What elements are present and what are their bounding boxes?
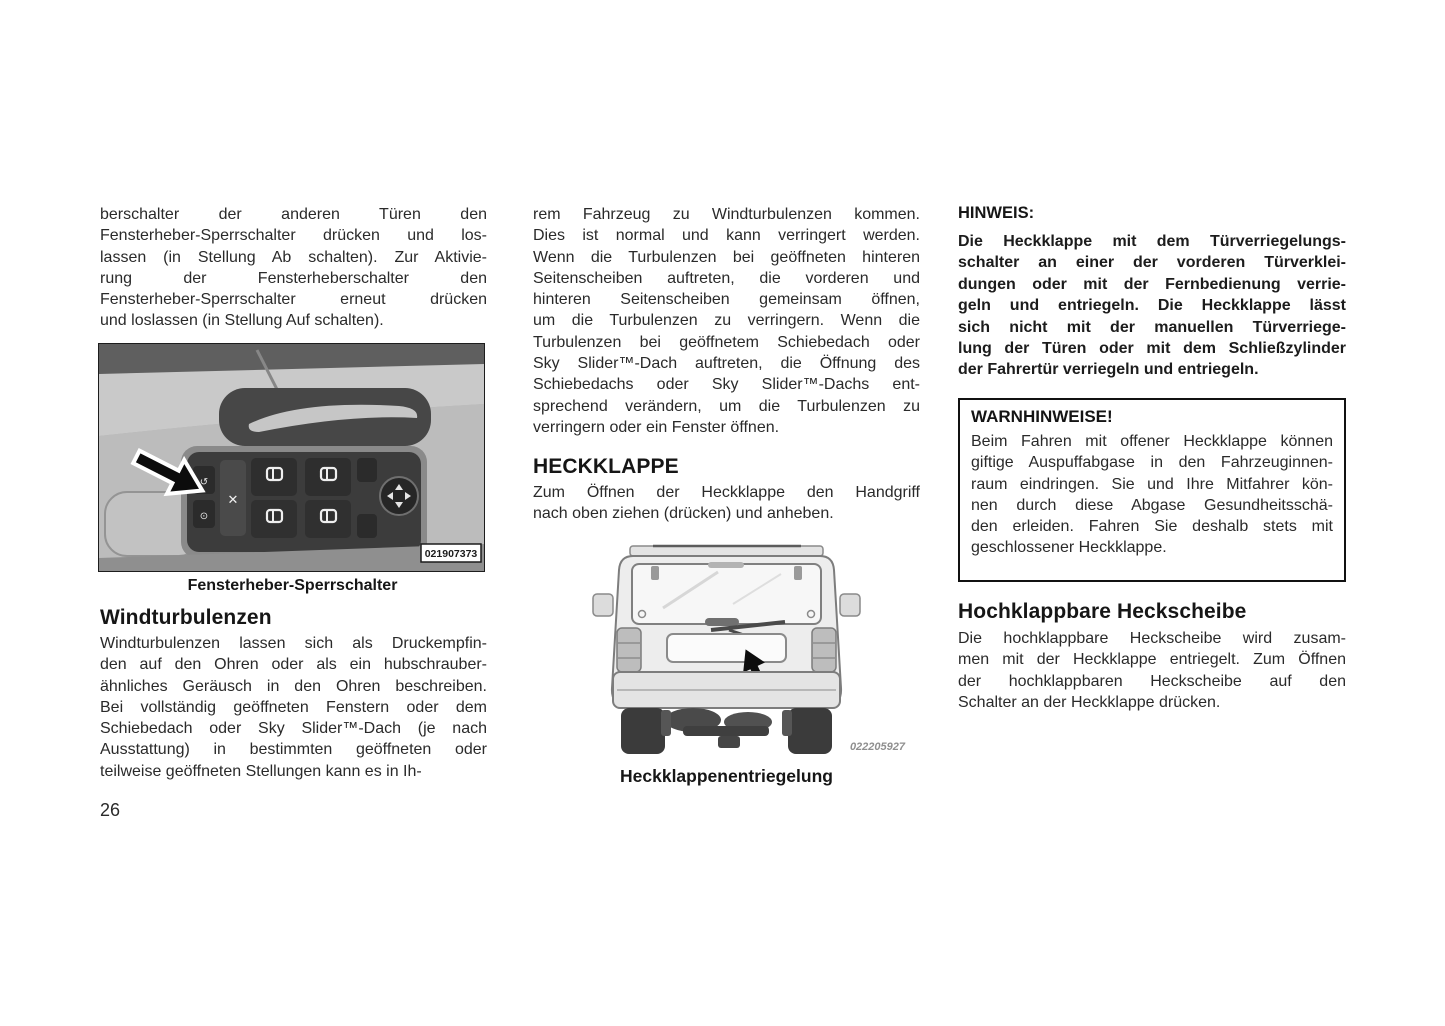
warning-paragraph: Beim Fahren mit offener Heckklappe können giftige Auspuffabgase in den Fahrzeuginnen- raum eindringen. Sie und Ihre Mitfahrer kön- nen durch diese Abgase Gesundheitsschä- den erleiden. Fahren Sie deshalb stets mit geschlossener Heckklappe. [971, 433, 1333, 557]
right-paragraph-heckscheibe: Die hochklappbare Heckscheibe wird zusam- men mit der Heckklappe entriegelt. Zum Öffnen der hochklappbaren Heckscheibe auf den Schalter an der Heckklappe drücken. [958, 630, 1346, 711]
note-paragraph: Die Heckklappe mit dem Türverriegelungs- schalter an einer der vorderen Türverklei- dungen oder mit der Fernbedienung verrie- geln und entriegeln. Die Heckklappe lässt sich nicht mit der manuellen Türverriege- lung der Türen oder mit dem Schließzylinder der Fahrertür verriegeln und entriegeln. [958, 233, 1346, 379]
roof [630, 546, 823, 556]
right-wheel [788, 708, 832, 754]
section-heading-heckklappe: HECKKLAPPE [533, 455, 679, 478]
figure-caption: Fensterheber-Sperrschalter [187, 577, 398, 594]
middle-paragraph-turbulence: rem Fahrzeug zu Windturbulenzen kommen. Dies ist normal und kann verringert werden. Wenn die Turbulenzen bei geöffneten hinteren Seitenscheiben auftreten, die vorderen und hinteren Seitenscheiben gemeinsam öffnen, um die Turbulenzen zu verringern. Wenn die Turbulenzen bei geöffnetem Schiebedach oder Sky Slider™-Dach auftreten, die Öffnung des Schiebedachs oder Sky Slider™-Dachs ent- sprechend verändern, um die Turbulenzen zu verringern oder ein Fenster öffnen. [533, 206, 920, 436]
mirror-select-button [357, 514, 377, 538]
brake-light [708, 562, 744, 568]
left-paragraph-window-lock: berschalter der anderen Türen den Fensterheber-Sperrschalter drücken und los- lassen (in Stellung Ab schalten). Zur Aktivie- rung der Fensterheberschalter den Fensterheber-Sperrschalter erneut drücken und loslassen (in Stellung Auf schalten). [100, 206, 487, 330]
warning-box [958, 398, 1346, 582]
figure-window-lock-switch [98, 343, 485, 572]
warning-title: WARNHINWEISE! [971, 407, 1113, 426]
undercarriage [621, 708, 832, 754]
section-heading-heckscheibe: Hochklappbare Heckscheibe [958, 600, 1247, 623]
page-number: 26 [100, 800, 121, 820]
mirror-select-button [357, 458, 377, 482]
note-label: HINWEIS: [958, 204, 1035, 222]
door-panel-illustration [99, 344, 484, 571]
left-mirror [593, 594, 613, 616]
svg-text:⊙: ⊙ [199, 511, 209, 522]
right-mirror [840, 594, 860, 616]
figure-caption: Heckklappenentriegelung [620, 766, 833, 786]
figure-tailgate-release [533, 538, 920, 760]
svg-text:↺: ↺ [199, 477, 209, 488]
tailgate-handle [705, 618, 739, 626]
left-wheel [621, 708, 665, 754]
license-plate-recess [667, 634, 786, 662]
section-heading-windturbulenzen: Windturbulenzen [100, 606, 272, 629]
image-id-text: 022205927 [849, 741, 905, 753]
mirror-adjust-knob [380, 477, 418, 515]
left-paragraph-windturbulenzen: Windturbulenzen lassen sich als Druckempfin- den auf den Ohren oder als ein hubschrauber- ähnliches Geräusch in den Ohren beschreiben. Bei vollständig geöffneten Fenstern oder dem Schiebedach oder Sky Slider™-Dach (je nach Ausstattung) in bestimmten geöffneten oder teilweise geöffneten Stellungen kann es in Ih- [100, 635, 487, 780]
rear-window [632, 564, 821, 624]
window-lock-x-icon: ✕ [227, 492, 239, 507]
suv-rear-illustration [533, 538, 920, 760]
middle-paragraph-heckklappe: Zum Öffnen der Heckklappe den Handgriff nach oben ziehen (drücken) und anheben. [533, 484, 920, 523]
image-id-text: 021907373 [424, 548, 478, 560]
